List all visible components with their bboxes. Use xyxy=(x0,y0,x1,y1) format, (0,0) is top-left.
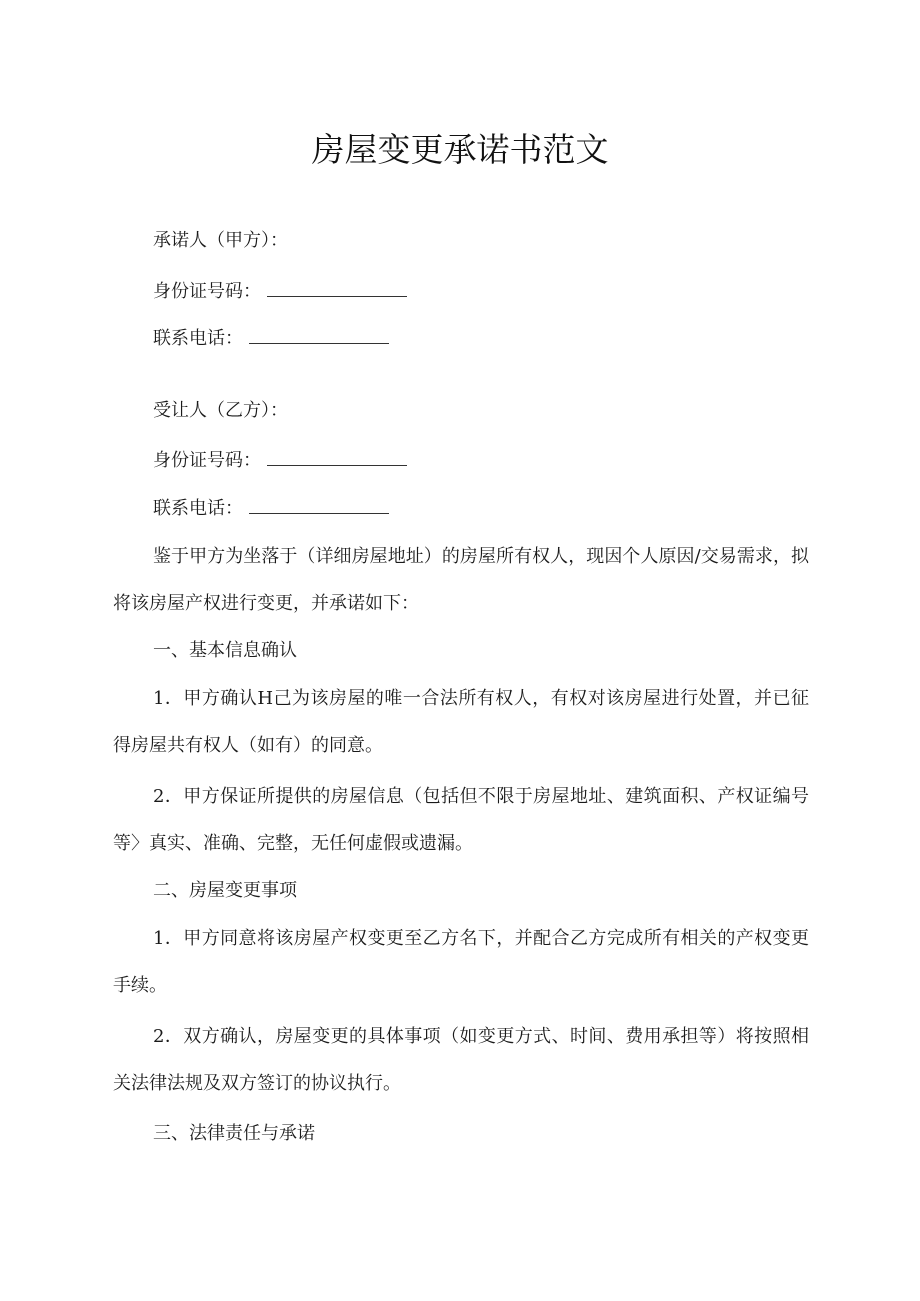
document-title: 房屋变更承诺书范文 xyxy=(311,130,609,169)
party-b-phone-row xyxy=(153,496,389,522)
section-2-heading: 二、房屋变更事项 xyxy=(153,880,297,901)
section-1-item-2: 2．甲方保证所提供的房屋信息（包括但不限于房屋地址、建筑面积、产权证编号等〉真实、准确、完整，无任何虚假或遗漏。 xyxy=(113,786,809,854)
party-b-phone-blank xyxy=(249,499,389,514)
party-a-id-blank xyxy=(267,282,407,297)
section-3-heading: 三、法律责任与承诺 xyxy=(153,1123,315,1144)
party-b-id-blank xyxy=(267,451,407,466)
section-1-item-1: 1．甲方确认H己为该房屋的唯一合法所有权人，有权对该房屋进行处置，并已征得房屋共有权人（如有）的同意。 xyxy=(113,688,809,756)
intro-paragraph: 鉴于甲方为坐落于（详细房屋地址）的房屋所有权人，现因个人原因/交易需求，拟将该房屋产权进行变更，并承诺如下： xyxy=(113,546,809,614)
party-a-phone-label: 联系电话： xyxy=(153,328,243,349)
party-a-id-label: 身份证号码： xyxy=(153,281,261,302)
party-a-phone-row xyxy=(153,326,389,352)
party-a-phone-blank xyxy=(249,329,389,344)
section-2-item-2: 2．双方确认，房屋变更的具体事项（如变更方式、时间、费用承担等）将按照相关法律法规及双方签订的协议执行。 xyxy=(113,1026,809,1094)
party-a-id-row xyxy=(153,279,407,305)
party-b-label: 受让人（乙方）： xyxy=(153,400,288,421)
party-a-label: 承诺人（甲方）： xyxy=(153,230,288,251)
party-b-phone-label: 联系电话： xyxy=(153,498,243,519)
section-1-heading: 一、基本信息确认 xyxy=(153,640,297,661)
party-b-id-row xyxy=(153,448,407,474)
section-2-item-1: 1．甲方同意将该房屋产权变更至乙方名下，并配合乙方完成所有相关的产权变更手续。 xyxy=(113,928,809,996)
party-b-id-label: 身份证号码： xyxy=(153,450,261,471)
